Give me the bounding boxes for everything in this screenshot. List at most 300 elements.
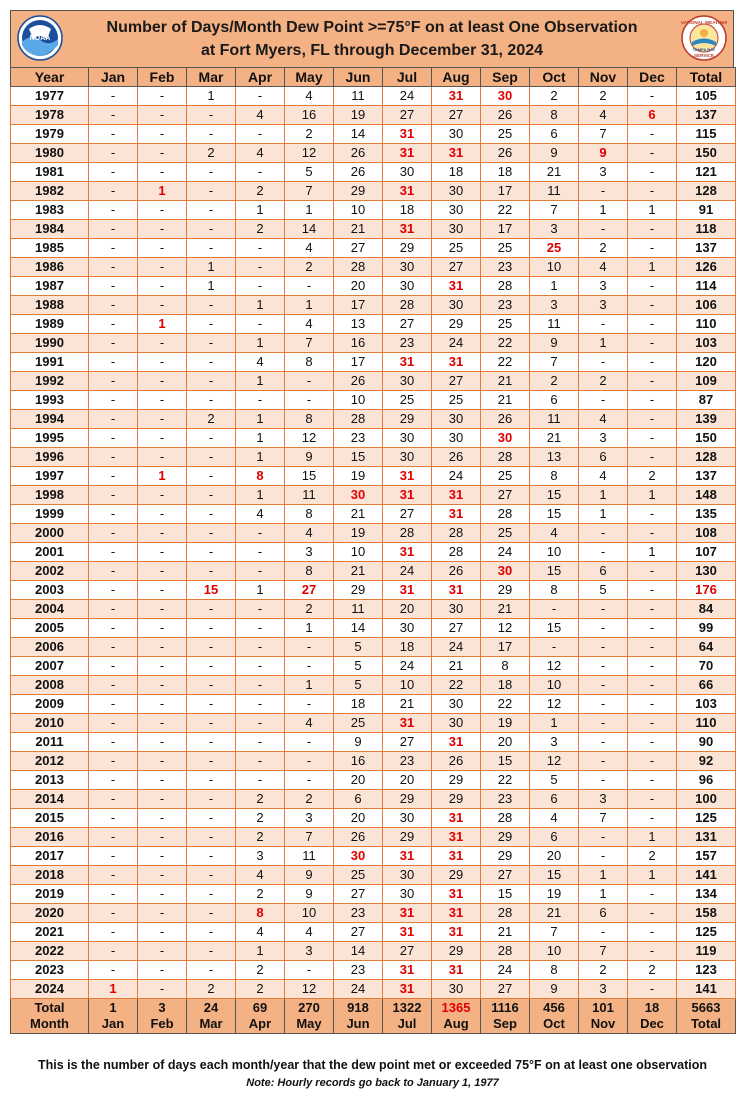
month-cell: 20	[334, 771, 383, 790]
month-cell: 20	[334, 809, 383, 828]
month-cell: 7	[579, 942, 628, 961]
year-cell: 1980	[11, 144, 89, 163]
month-cell: -	[187, 220, 236, 239]
month-cell: 12	[530, 752, 579, 771]
month-cell: 2	[187, 410, 236, 429]
year-total-cell: 66	[677, 676, 736, 695]
month-cell: -	[187, 866, 236, 885]
records-note: Note: Hourly records go back to January 1, 1977	[246, 1077, 499, 1089]
month-cell: -	[187, 353, 236, 372]
month-cell: -	[628, 809, 677, 828]
month-cell: 22	[481, 771, 530, 790]
table-row	[11, 790, 736, 809]
month-cell: 19	[334, 524, 383, 543]
month-cell: 21	[530, 904, 579, 923]
month-cell: -	[138, 106, 187, 125]
month-cell: -	[628, 391, 677, 410]
month-cell: 8	[481, 657, 530, 676]
month-cell: -	[187, 372, 236, 391]
month-cell: 12	[285, 429, 334, 448]
month-cell: -	[628, 220, 677, 239]
month-cell: 26	[334, 163, 383, 182]
year-total-cell: 126	[677, 258, 736, 277]
month-cell: 22	[432, 676, 481, 695]
table-row	[11, 106, 736, 125]
month-cell: 4	[579, 258, 628, 277]
year-cell: 2021	[11, 923, 89, 942]
year-cell: 1984	[11, 220, 89, 239]
year-cell: 1992	[11, 372, 89, 391]
month-cell: -	[236, 695, 285, 714]
month-cell: -	[138, 752, 187, 771]
month-cell: 1	[579, 334, 628, 353]
month-cell: 4	[236, 353, 285, 372]
month-cell: -	[628, 239, 677, 258]
month-cell: -	[187, 847, 236, 866]
month-cell: -	[187, 391, 236, 410]
month-cell: -	[285, 391, 334, 410]
year-cell: 2006	[11, 638, 89, 657]
month-cell: -	[89, 695, 138, 714]
month-cell: -	[89, 866, 138, 885]
month-cell: -	[579, 619, 628, 638]
month-cell: -	[138, 353, 187, 372]
month-cell: 25	[334, 714, 383, 733]
month-cell: 1	[285, 619, 334, 638]
month-cell: -	[89, 524, 138, 543]
month-cell: 15	[481, 885, 530, 904]
month-cell: 27	[334, 239, 383, 258]
month-cell: 29	[432, 866, 481, 885]
table-row	[11, 543, 736, 562]
month-cell: 29	[432, 315, 481, 334]
month-cell: 16	[285, 106, 334, 125]
month-cell: 8	[285, 410, 334, 429]
month-cell: 2	[236, 885, 285, 904]
totals-label-cell	[11, 999, 89, 1034]
month-cell: 1	[236, 372, 285, 391]
month-cell: -	[89, 486, 138, 505]
month-cell: -	[89, 847, 138, 866]
year-cell: 2012	[11, 752, 89, 771]
month-cell: -	[138, 885, 187, 904]
month-cell: 28	[481, 809, 530, 828]
month-cell: 20	[481, 733, 530, 752]
month-cell: 2	[579, 961, 628, 980]
month-cell: 2	[236, 809, 285, 828]
year-total-cell: 64	[677, 638, 736, 657]
month-cell: -	[285, 695, 334, 714]
month-cell: -	[579, 220, 628, 239]
month-cell: -	[187, 505, 236, 524]
month-cell: -	[579, 771, 628, 790]
month-cell: -	[89, 163, 138, 182]
month-cell: -	[138, 296, 187, 315]
month-cell: 1	[628, 543, 677, 562]
month-cell: -	[187, 296, 236, 315]
month-cell: 22	[481, 695, 530, 714]
month-cell: -	[236, 163, 285, 182]
month-cell: -	[89, 771, 138, 790]
month-cell: -	[138, 828, 187, 847]
year-total-cell: 87	[677, 391, 736, 410]
month-cell: 29	[432, 771, 481, 790]
month-cell: 26	[334, 372, 383, 391]
month-cell: 17	[334, 353, 383, 372]
month-cell: 14	[285, 220, 334, 239]
total-month-label: May	[296, 1016, 322, 1031]
column-header-jan: Jan	[89, 68, 138, 87]
month-cell: 20	[383, 771, 432, 790]
month-cell: 1	[579, 866, 628, 885]
month-cell: 10	[383, 676, 432, 695]
month-cell: 18	[383, 201, 432, 220]
year-cell: 2002	[11, 562, 89, 581]
month-cell: 7	[530, 353, 579, 372]
year-cell: 1990	[11, 334, 89, 353]
table-row	[11, 524, 736, 543]
table-row	[11, 885, 736, 904]
year-total-cell: 119	[677, 942, 736, 961]
month-cell: 16	[334, 752, 383, 771]
table-row	[11, 410, 736, 429]
month-cell: 30	[481, 87, 530, 106]
month-cell: 12	[530, 657, 579, 676]
table-row	[11, 144, 736, 163]
month-cell: -	[89, 790, 138, 809]
month-cell: -	[187, 771, 236, 790]
month-cell: 21	[481, 372, 530, 391]
table-footnote: This is the number of days each month/year that the dew point met or exceeded 75°F on at least one observation	[37, 1058, 708, 1072]
month-cell: 10	[334, 391, 383, 410]
month-cell: -	[89, 581, 138, 600]
month-cell: 10	[530, 258, 579, 277]
total-month-label: Mar	[199, 1016, 223, 1031]
table-row	[11, 220, 736, 239]
month-cell: 28	[481, 505, 530, 524]
table-row	[11, 429, 736, 448]
month-cell: 31	[432, 144, 481, 163]
total-value: 456	[543, 1000, 565, 1015]
month-cell: -	[628, 695, 677, 714]
table-header-banner	[10, 10, 734, 67]
month-cell: 29	[432, 942, 481, 961]
month-cell: 1	[579, 486, 628, 505]
month-cell: 7	[530, 201, 579, 220]
year-cell: 1983	[11, 201, 89, 220]
year-cell: 2017	[11, 847, 89, 866]
month-cell: -	[628, 790, 677, 809]
year-cell: 2022	[11, 942, 89, 961]
month-cell: -	[138, 391, 187, 410]
total-month-label: Jul	[397, 1016, 417, 1031]
month-cell: 30	[432, 695, 481, 714]
month-cell: 1	[285, 201, 334, 220]
month-cell: 27	[432, 619, 481, 638]
table-row	[11, 942, 736, 961]
table-row	[11, 923, 736, 942]
column-header-jun: Jun	[334, 68, 383, 87]
year-total-cell: 134	[677, 885, 736, 904]
month-total-cell	[285, 999, 334, 1034]
month-cell: -	[628, 942, 677, 961]
month-cell: 4	[236, 923, 285, 942]
month-cell: 29	[334, 581, 383, 600]
year-total-cell: 100	[677, 790, 736, 809]
month-cell: 2	[236, 220, 285, 239]
year-cell: 1998	[11, 486, 89, 505]
month-cell: 2	[236, 980, 285, 999]
month-cell: 16	[334, 334, 383, 353]
year-cell: 2010	[11, 714, 89, 733]
month-cell: 1	[579, 885, 628, 904]
month-cell: 4	[285, 714, 334, 733]
year-cell: 2000	[11, 524, 89, 543]
month-cell: 28	[334, 410, 383, 429]
month-cell: 27	[334, 923, 383, 942]
month-cell: 12	[530, 695, 579, 714]
month-cell: 1	[236, 448, 285, 467]
month-cell: 31	[383, 847, 432, 866]
month-cell: -	[89, 296, 138, 315]
table-row	[11, 638, 736, 657]
month-cell: -	[187, 828, 236, 847]
year-cell: 1987	[11, 277, 89, 296]
month-cell: -	[579, 638, 628, 657]
month-cell: 30	[432, 600, 481, 619]
year-total-cell: 125	[677, 809, 736, 828]
month-cell: 7	[285, 334, 334, 353]
year-cell: 2013	[11, 771, 89, 790]
month-cell: -	[628, 752, 677, 771]
total-value: 1116	[491, 1000, 519, 1015]
table-row	[11, 391, 736, 410]
column-header-feb: Feb	[138, 68, 187, 87]
month-cell: 1	[628, 258, 677, 277]
month-cell: 12	[481, 619, 530, 638]
year-cell: 1981	[11, 163, 89, 182]
month-cell: 27	[285, 581, 334, 600]
month-cell: 18	[383, 638, 432, 657]
month-cell: -	[579, 847, 628, 866]
month-cell: 28	[432, 524, 481, 543]
year-total-cell: 70	[677, 657, 736, 676]
month-cell: 6	[530, 125, 579, 144]
month-cell: 8	[285, 505, 334, 524]
month-cell: -	[628, 733, 677, 752]
month-cell: 1	[236, 942, 285, 961]
month-cell: 10	[530, 676, 579, 695]
month-cell: 24	[432, 334, 481, 353]
month-total-cell	[432, 999, 481, 1034]
month-cell: 18	[481, 163, 530, 182]
month-cell: 23	[481, 790, 530, 809]
month-cell: 30	[383, 277, 432, 296]
year-cell: 1999	[11, 505, 89, 524]
month-cell: 4	[285, 524, 334, 543]
month-cell: -	[530, 638, 579, 657]
table-row	[11, 334, 736, 353]
month-cell: -	[138, 600, 187, 619]
month-cell: 31	[432, 486, 481, 505]
month-cell: 30	[383, 448, 432, 467]
month-cell: 6	[579, 448, 628, 467]
month-cell: 24	[334, 980, 383, 999]
month-cell: -	[579, 182, 628, 201]
month-cell: 23	[383, 752, 432, 771]
month-cell: 31	[432, 828, 481, 847]
total-value: 101	[592, 1000, 614, 1015]
month-cell: 4	[579, 106, 628, 125]
month-cell: 31	[383, 923, 432, 942]
month-cell: -	[138, 87, 187, 106]
month-cell: 30	[481, 429, 530, 448]
month-cell: 3	[579, 296, 628, 315]
month-cell: 24	[383, 562, 432, 581]
month-cell: 24	[481, 961, 530, 980]
month-cell: -	[579, 923, 628, 942]
month-cell: 4	[285, 239, 334, 258]
month-cell: -	[89, 619, 138, 638]
month-cell: -	[236, 543, 285, 562]
month-cell: 19	[334, 467, 383, 486]
month-cell: 10	[334, 543, 383, 562]
month-cell: -	[89, 676, 138, 695]
month-cell: 26	[334, 828, 383, 847]
month-cell: 6	[579, 904, 628, 923]
year-cell: 1978	[11, 106, 89, 125]
month-cell: 30	[432, 980, 481, 999]
month-cell: 31	[432, 904, 481, 923]
month-cell: 31	[432, 809, 481, 828]
total-value: 69	[252, 1000, 268, 1015]
year-total-cell: 128	[677, 448, 736, 467]
month-cell: -	[89, 372, 138, 391]
month-cell: 3	[530, 733, 579, 752]
table-row	[11, 87, 736, 106]
month-cell: 27	[481, 980, 530, 999]
month-cell: 2	[187, 144, 236, 163]
month-cell: 3	[285, 543, 334, 562]
month-cell: 24	[383, 87, 432, 106]
month-cell: -	[138, 144, 187, 163]
month-cell: -	[628, 657, 677, 676]
month-cell: 31	[383, 980, 432, 999]
month-cell: 12	[285, 980, 334, 999]
total-value: 5663	[691, 1000, 721, 1015]
month-total-cell	[628, 999, 677, 1034]
month-cell: -	[187, 467, 236, 486]
month-cell: 1	[628, 486, 677, 505]
year-cell: 2007	[11, 657, 89, 676]
month-cell: 31	[432, 885, 481, 904]
month-cell: 5	[334, 638, 383, 657]
month-cell: 3	[530, 220, 579, 239]
month-cell: -	[236, 752, 285, 771]
month-cell: 6	[628, 106, 677, 125]
month-cell: 14	[334, 619, 383, 638]
month-cell: 1	[285, 296, 334, 315]
month-cell: -	[89, 828, 138, 847]
month-cell: -	[89, 562, 138, 581]
month-cell: 25	[481, 315, 530, 334]
month-cell: 8	[236, 467, 285, 486]
year-cell: 2020	[11, 904, 89, 923]
month-cell: -	[628, 87, 677, 106]
month-cell: -	[187, 562, 236, 581]
month-cell: 30	[432, 182, 481, 201]
month-cell: -	[285, 372, 334, 391]
month-cell: -	[628, 904, 677, 923]
column-header-row	[11, 68, 736, 87]
month-cell: 2	[236, 961, 285, 980]
month-cell: 31	[432, 961, 481, 980]
table-row	[11, 448, 736, 467]
month-cell: 8	[285, 353, 334, 372]
month-cell: 28	[383, 296, 432, 315]
month-cell: 14	[334, 942, 383, 961]
month-cell: -	[236, 771, 285, 790]
month-cell: -	[187, 106, 236, 125]
month-cell: 10	[334, 201, 383, 220]
month-cell: 31	[383, 904, 432, 923]
month-cell: -	[187, 790, 236, 809]
month-cell: 15	[530, 486, 579, 505]
month-cell: 31	[383, 353, 432, 372]
month-cell: 4	[236, 866, 285, 885]
month-cell: -	[89, 543, 138, 562]
table-row	[11, 600, 736, 619]
year-cell: 2019	[11, 885, 89, 904]
month-cell: 21	[334, 220, 383, 239]
month-cell: -	[187, 619, 236, 638]
month-cell: -	[138, 543, 187, 562]
month-cell: 8	[236, 904, 285, 923]
month-cell: 26	[334, 144, 383, 163]
year-cell: 2016	[11, 828, 89, 847]
month-cell: -	[628, 277, 677, 296]
month-cell: 28	[481, 942, 530, 961]
month-cell: 25	[383, 391, 432, 410]
month-cell: 9	[530, 980, 579, 999]
month-cell: -	[579, 676, 628, 695]
year-cell: 1994	[11, 410, 89, 429]
dew-point-days-table	[10, 67, 736, 1034]
month-cell: 27	[481, 866, 530, 885]
month-cell: -	[89, 391, 138, 410]
month-cell: -	[285, 752, 334, 771]
month-cell: 1	[138, 182, 187, 201]
month-cell: 30	[334, 486, 383, 505]
total-month-label: Apr	[248, 1016, 272, 1031]
month-cell: 24	[432, 638, 481, 657]
month-cell: 17	[481, 182, 530, 201]
year-cell: 1979	[11, 125, 89, 144]
table-row	[11, 505, 736, 524]
page-title-line-1: Number of Days/Month Dew Point >=75°F on at least One Observation	[106, 19, 638, 36]
month-cell: 25	[481, 239, 530, 258]
month-cell: 24	[383, 657, 432, 676]
month-cell: 25	[481, 125, 530, 144]
month-cell: -	[138, 258, 187, 277]
month-cell: -	[628, 581, 677, 600]
month-cell: 30	[383, 163, 432, 182]
month-cell: 19	[481, 714, 530, 733]
month-cell: 9	[530, 334, 579, 353]
month-cell: 19	[530, 885, 579, 904]
month-cell: 8	[530, 581, 579, 600]
month-cell: 1	[89, 980, 138, 999]
